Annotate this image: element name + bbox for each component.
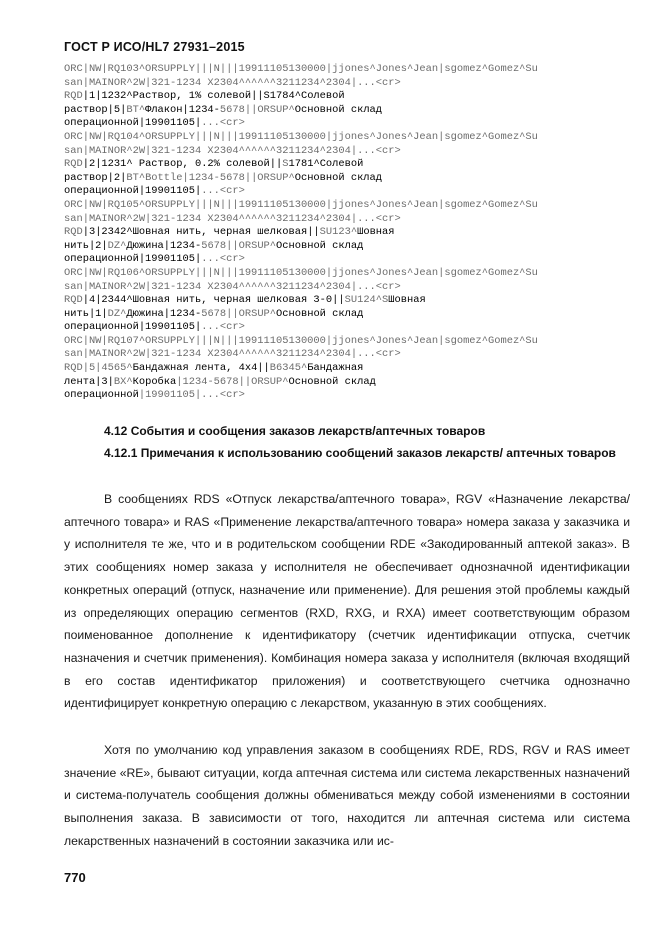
code-segment: |2|1231^ Раствор, 0.2% солевой|| [82, 158, 283, 171]
code-line [64, 172, 644, 186]
code-segment: ...<cr> [201, 253, 245, 266]
code-segment: лента|3| [64, 375, 114, 388]
code-line [64, 321, 644, 335]
code-line [64, 63, 644, 77]
paragraph-block-1 [64, 488, 630, 715]
code-segment: Дюжина|1234- [126, 239, 202, 252]
code-segment: RQD [64, 158, 83, 171]
code-segment: Бандажная [307, 362, 364, 375]
running-header: ГОСТ Р ИСО/HL7 27931–2015 [64, 40, 245, 54]
code-segment: ...<cr> [201, 321, 245, 334]
paragraph-block-2 [64, 739, 630, 853]
code-segment: |4|2344^Шовная нить, черная шелковая 3-0|| [82, 294, 345, 307]
subsection-heading: 4.12.1 Примечания к использованию сообщений заказов лекарств/ аптечных товаров [104, 446, 616, 460]
code-segment: Основной склад [288, 375, 376, 388]
code-segment: Шовная [357, 226, 395, 239]
code-line [64, 294, 644, 308]
code-segment: нить|1| [64, 307, 108, 320]
code-segment: раствор|2| [64, 171, 127, 184]
code-segment: SU124^S [344, 294, 389, 307]
code-segment: операционной|19901105| [64, 117, 202, 130]
code-segment: операционной [64, 389, 139, 402]
code-segment: операционной|19901105| [64, 253, 202, 266]
code-segment: |1|1232^Раствор, 1% солевой||S1784^Солевой [82, 90, 345, 103]
code-segment: RQD [64, 294, 83, 307]
code-line [64, 308, 644, 322]
code-line [64, 185, 644, 199]
code-line [64, 281, 644, 295]
code-line [64, 131, 644, 145]
code-segment: |3|2342^Шовная нить, черная шелковая|| [82, 226, 320, 239]
code-segment: |19901105|...<cr> [138, 389, 245, 402]
code-line [64, 348, 644, 362]
code-line [64, 199, 644, 213]
code-segment: ...<cr> [201, 185, 245, 198]
code-segment: Основной склад [294, 171, 383, 184]
code-line [64, 253, 644, 267]
code-segment: ORC|NW|RQ104^ORSUPPLY|||N|||19911105130000|jjones^Jones^Jean|sgomez^Gomez^Su [64, 130, 538, 143]
page-number: 770 [64, 870, 86, 885]
code-segment: RQD [64, 226, 83, 239]
paragraph: Хотя по умолчанию код управления заказом в сообщениях RDE, RDS, RGV и RAS имеет значение «RE», бывают ситуации, когда аптечная система или система лекарственных назначений и система-получатель сообщения должны обмениваться между собой изменениями в состоянии выполнения заказа. В зависимости от того, находится ли аптечная система или система лекарственных назначений в состоянии заказчика или ис- [64, 743, 630, 848]
code-segment: 5678||ORSUP^ [219, 103, 295, 116]
code-line [64, 213, 644, 227]
code-segment: 1781^Солевой [288, 158, 364, 171]
code-segment: ORC|NW|RQ106^ORSUPPLY|||N|||19911105130000|jjones^Jones^Jean|sgomez^Gomez^Su [64, 266, 538, 279]
code-line [64, 335, 644, 349]
code-segment: Основной склад [276, 307, 364, 320]
code-line [64, 145, 644, 159]
code-line [64, 117, 644, 131]
code-segment: Бандажная лента, 4x4|| [132, 362, 270, 375]
code-segment: RQD [64, 90, 83, 103]
code-segment: SU123^ [319, 226, 358, 239]
code-segment: san|MAINOR^2W|321-1234 X2304^^^^^^3211234^2304|...<cr> [64, 76, 401, 89]
code-segment: ORC|NW|RQ107^ORSUPPLY|||N|||19911105130000|jjones^Jones^Jean|sgomez^Gomez^Su [64, 334, 538, 347]
code-segment: раствор|5| [64, 103, 127, 116]
code-segment: |1234-5678||ORSUP^ [176, 375, 289, 388]
code-segment: Основной склад [276, 239, 364, 252]
code-segment: san|MAINOR^2W|321-1234 X2304^^^^^^3211234^2304|...<cr> [64, 212, 401, 225]
code-line [64, 362, 644, 376]
code-segment: Основной склад [294, 103, 383, 116]
code-segment: Коробка [132, 375, 177, 388]
code-line [64, 104, 644, 118]
code-line [64, 267, 644, 281]
code-segment: нить|2| [64, 239, 108, 252]
code-segment: RQD|5|4565^ [64, 362, 133, 375]
code-segment: ...<cr> [201, 117, 245, 130]
code-segment: BX^ [113, 375, 133, 388]
code-segment: операционной|19901105| [64, 185, 202, 198]
code-segment: B6345^ [269, 362, 308, 375]
code-line [64, 389, 644, 403]
code-line [64, 90, 644, 104]
code-segment: Дюжина|1234- [126, 307, 202, 320]
code-segment: Флакон|1234- [145, 103, 220, 116]
code-line [64, 77, 644, 91]
hl7-message-example [64, 63, 644, 403]
paragraph: В сообщениях RDS «Отпуск лекарства/аптечного товара», RGV «Назначение лекарства/аптечного товара» и RAS «Применение лекарства/аптечного товара» номера заказа у заказчика и у исполнителя те же, что и в родительском сообщении RDE «Закодированный аптекой заказ». В этих сообщениях номер заказа у исполнителя не обеспечивает однозначной идентификации конкретных операций (отпуск, назначение или применение). Для решения этой проблемы каждый из определяющих операцию сегментов (RXD, RXG, и RXA) имеет соответствующим образом поименованное дополнение к идентификатору (счетчик идентификации отпуска, счетчик назначения и счетчик применения). Комбинация номера заказа у исполнителя (включая входящий в его состав идентификатор приложения) и соответствующего счетчика однозначно идентифицирует конкретную операцию с лекарством, указанную в этих сообщениях. [64, 492, 630, 711]
code-segment: DZ^ [107, 239, 127, 252]
code-segment: S [282, 158, 289, 171]
code-segment: san|MAINOR^2W|321-1234 X2304^^^^^^3211234^2304|...<cr> [64, 348, 401, 361]
code-segment: san|MAINOR^2W|321-1234 X2304^^^^^^3211234^2304|...<cr> [64, 144, 401, 157]
code-segment: 5678||ORSUP^ [201, 239, 277, 252]
code-segment: 5678||ORSUP^ [201, 307, 277, 320]
code-segment: BT^Bottle|1234-5678||ORSUP^ [126, 171, 295, 184]
code-segment: DZ^ [107, 307, 127, 320]
code-line [64, 376, 644, 390]
code-line [64, 240, 644, 254]
code-segment: san|MAINOR^2W|321-1234 X2304^^^^^^3211234^2304|...<cr> [64, 280, 401, 293]
code-segment: Шовная [388, 294, 426, 307]
section-heading: 4.12 События и сообщения заказов лекарств/аптечных товаров [104, 424, 486, 438]
code-segment: ORC|NW|RQ105^ORSUPPLY|||N|||19911105130000|jjones^Jones^Jean|sgomez^Gomez^Su [64, 198, 538, 211]
code-segment: ORC|NW|RQ103^ORSUPPLY|||N|||19911105130000|jjones^Jones^Jean|sgomez^Gomez^Su [64, 63, 538, 75]
code-line [64, 158, 644, 172]
code-line [64, 226, 644, 240]
code-segment: BT^ [126, 103, 146, 116]
code-segment: операционной|19901105| [64, 321, 202, 334]
